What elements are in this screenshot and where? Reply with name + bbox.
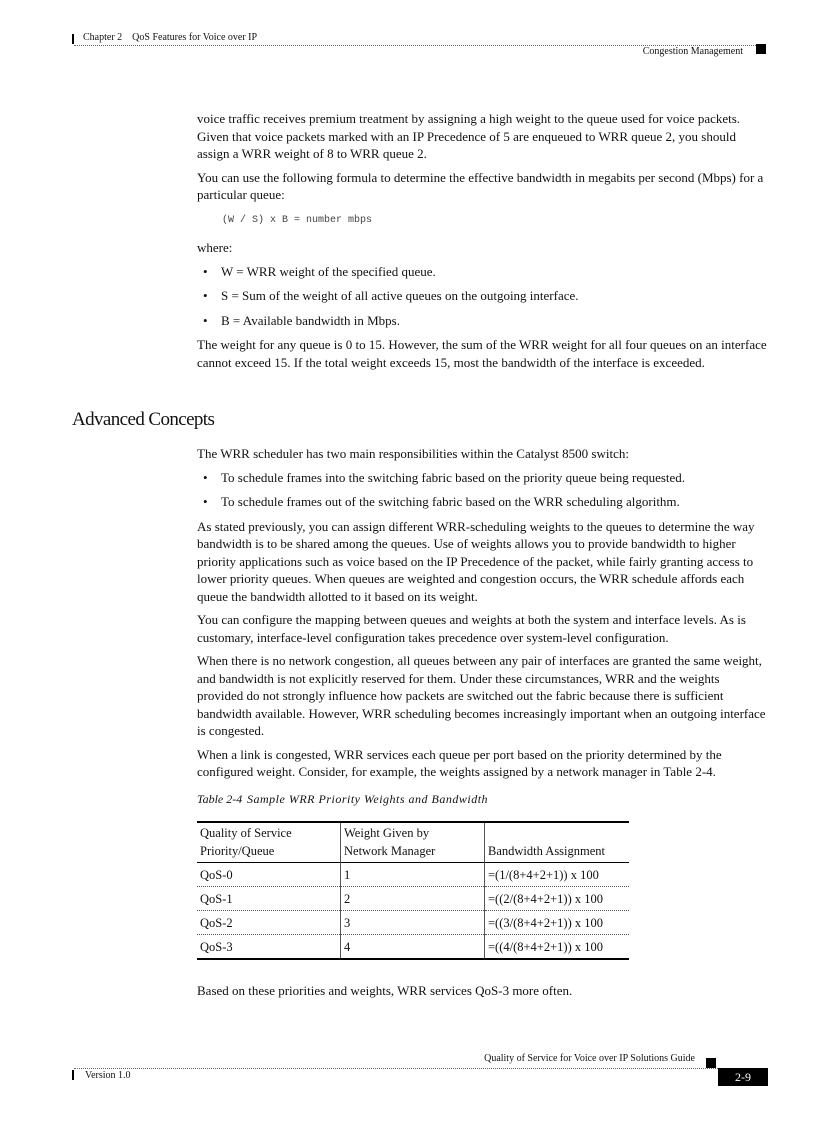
closing-paragraph: Based on these priorities and weights, WRR services QoS-3 more often. bbox=[197, 983, 573, 998]
header-qos: Quality of Service Priority/Queue bbox=[200, 826, 292, 858]
list-item: • W = WRR weight of the specified queue. bbox=[197, 263, 767, 281]
cell-bandwidth: =(1/(8+4+2+1)) x 100 bbox=[485, 863, 630, 887]
intro-paragraph-1: voice traffic receives premium treatment by assigning a high weight to the queue used for voice packets. Given that voice packets marked with an IP Precedence of 5 are enqueued to WRR queue 2, you should assign a WRR weight of 8 to WRR queue 2. bbox=[197, 111, 741, 161]
running-header-chapter bbox=[83, 32, 257, 43]
table-number: Table 2-4 bbox=[197, 791, 243, 806]
cell-queue: QoS-0 bbox=[200, 867, 233, 882]
advanced-paragraph-2: As stated previously, you can assign different WRR-scheduling weights to the queues to determine the way bandwidth is to be shared among the queues. Use of weights allows you to provide bandwidth to higher priority applications such as voice based on the IP Precedence of the packet, while fairly granting access to lower priority queues. When queues are weighted and congestion occurs, the WRR schedule affords each queue the bandwidth allotted to it based on its weight. bbox=[197, 518, 755, 604]
advanced-section bbox=[197, 445, 767, 1006]
formula-definitions bbox=[197, 263, 767, 330]
intro-section bbox=[197, 110, 767, 377]
footer-marker bbox=[706, 1058, 716, 1068]
footer-bar bbox=[72, 1070, 74, 1080]
table-row bbox=[197, 935, 629, 960]
cell-weight: 2 bbox=[341, 887, 485, 911]
intro-paragraph-2: You can use the following formula to determine the effective bandwidth in megabits per second (Mbps) for a particular queue: bbox=[197, 169, 764, 202]
where-label: where: bbox=[197, 240, 233, 255]
cell-weight: 3 bbox=[341, 911, 485, 935]
advanced-paragraph-4: When there is no network congestion, all queues between any pair of interfaces are granted the same weight, and bandwidth is not explicitly reserved for them. Under these circumstances, WRR and the weights provided do not strongly influence how packets are switched out the fabric because there is sufficient bandwidth available. However, WRR scheduling becomes increasingly important when an outgoing interface is congested. bbox=[197, 653, 766, 738]
table-row bbox=[197, 887, 629, 911]
cell-queue: QoS-2 bbox=[200, 915, 233, 930]
cell-queue: QoS-1 bbox=[200, 891, 233, 906]
table-row bbox=[197, 911, 629, 935]
list-item: • S = Sum of the weight of all active queues on the outgoing interface. bbox=[197, 287, 767, 305]
cell-bandwidth: =((3/(8+4+2+1)) x 100 bbox=[485, 911, 630, 935]
cell-weight: 4 bbox=[341, 935, 485, 960]
cell-queue: QoS-3 bbox=[200, 939, 233, 954]
chapter-number: Chapter 2 bbox=[83, 32, 123, 43]
header-bandwidth: Bandwidth Assignment bbox=[485, 822, 630, 863]
footer-rule bbox=[74, 1068, 766, 1069]
header-marker bbox=[756, 44, 766, 54]
list-item: • To schedule frames into the switching fabric based on the priority queue being requested. bbox=[197, 469, 767, 487]
section-heading: Advanced Concepts bbox=[72, 409, 215, 430]
table-title: Sample WRR Priority Weights and Bandwidth bbox=[247, 791, 489, 806]
cell-bandwidth: =((4/(8+4+2+1)) x 100 bbox=[485, 935, 630, 960]
table-row bbox=[197, 863, 629, 887]
list-item: • To schedule frames out of the switching fabric based on the WRR scheduling algorithm. bbox=[197, 493, 767, 511]
footer-guide-title: Quality of Service for Voice over IP Solutions Guide bbox=[484, 1053, 695, 1064]
formula: (W / S) x B = number mbps bbox=[222, 214, 373, 226]
wrr-weights-table bbox=[197, 821, 629, 960]
table-header-row bbox=[197, 822, 629, 863]
cell-weight: 1 bbox=[341, 863, 485, 887]
running-header-section: Congestion Management bbox=[642, 46, 743, 57]
chapter-title: QoS Features for Voice over IP bbox=[132, 32, 258, 43]
table-caption bbox=[197, 791, 767, 809]
scheduler-responsibilities bbox=[197, 469, 767, 511]
intro-paragraph-3: The weight for any queue is 0 to 15. However, the sum of the WRR weight for all four queues on an interface cannot exceed 15. If the total weight exceeds 15, most the bandwidth of the interface is exceeded. bbox=[197, 337, 767, 370]
footer-version: Version 1.0 bbox=[85, 1070, 131, 1081]
header-weight: Weight Given by Network Manager bbox=[341, 822, 485, 863]
header-bar bbox=[72, 34, 74, 44]
page-number: 2-9 bbox=[718, 1068, 768, 1086]
advanced-paragraph-1: The WRR scheduler has two main responsibilities within the Catalyst 8500 switch: bbox=[197, 446, 629, 461]
cell-bandwidth: =((2/(8+4+2+1)) x 100 bbox=[485, 887, 630, 911]
advanced-paragraph-5: When a link is congested, WRR services each queue per port based on the priority determined by the configured weight. Consider, for example, the weights assigned by a network manager in Table 2-4. bbox=[197, 746, 722, 779]
advanced-paragraph-3: You can configure the mapping between queues and weights at both the system and interface levels. As is customary, interface-level configuration takes precedence over system-level configuration. bbox=[197, 612, 746, 645]
list-item: • B = Available bandwidth in Mbps. bbox=[197, 312, 767, 330]
